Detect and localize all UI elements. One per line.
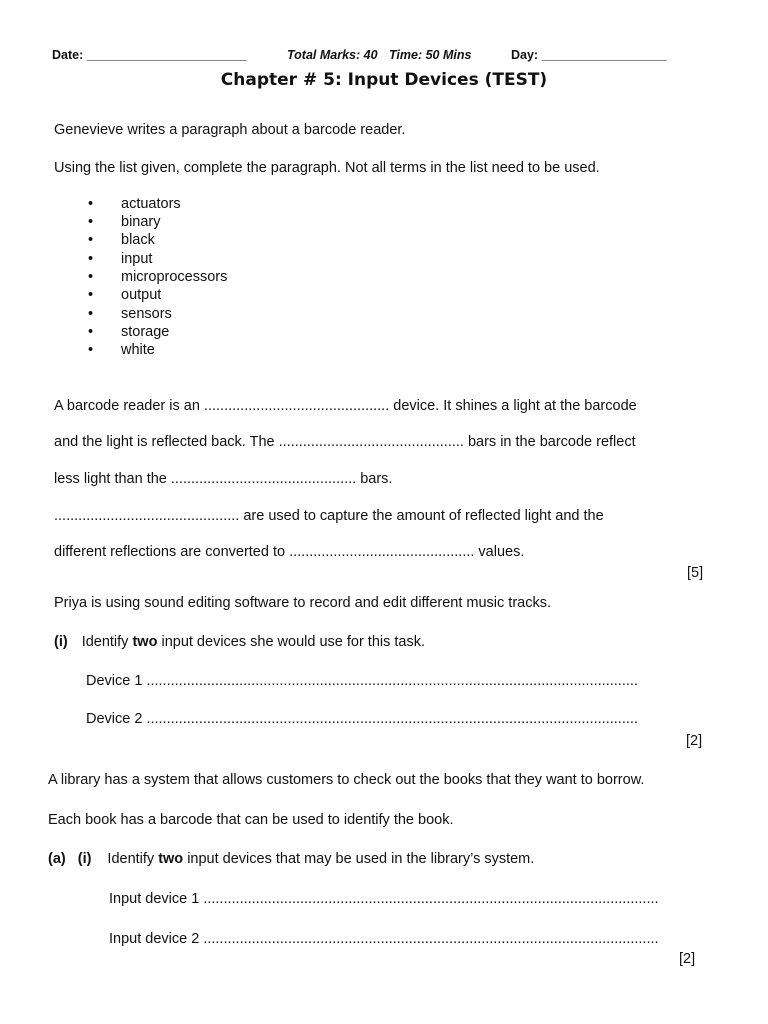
list-item: • actuators [88,196,181,212]
q1-marks: [5] [687,565,704,581]
input-device-1-answer-line: Input device 1 ................................................................................................................. [109,891,659,907]
list-item: • sensors [88,306,172,322]
q3-marks: [2] [679,951,696,967]
page-title: Chapter # 5: Input Devices (TEST) [220,70,548,90]
q1-paragraph-line: A barcode reader is an .............................................. device. It shines a light at the barcode [54,398,637,414]
q1-paragraph-line: and the light is reflected back. The .............................................. bars in the barcode reflect [54,434,636,450]
q3-intro: A library has a system that allows customers to check out the books that they want to borrow. [48,772,645,788]
list-item: • microprocessors [88,269,228,285]
list-item: • output [88,287,162,303]
q2-question: (i) Identify two input devices she would use for this task. [54,634,426,650]
q1-paragraph-line: .............................................. are used to capture the amount of reflected light and the [54,508,604,524]
day-field: Day: __________________ [511,48,667,62]
q1-paragraph-line: less light than the .............................................. bars. [54,471,393,487]
date-field: Date: _______________________ [52,48,247,62]
q2-marks: [2] [686,733,703,749]
list-item: • binary [88,214,161,230]
input-device-2-answer-line: Input device 2 ................................................................................................................. [109,931,659,947]
device-1-answer-line: Device 1 .......................................................................................................................... [86,673,638,689]
q1-instruction: Using the list given, complete the paragraph. Not all terms in the list need to be used. [54,160,600,176]
q1-intro: Genevieve writes a paragraph about a barcode reader. [54,122,406,138]
q1-paragraph-line: different reflections are converted to .............................................. values. [54,544,525,560]
q3-intro-2: Each book has a barcode that can be used to identify the book. [48,812,454,828]
total-marks: Total Marks: 40 [287,48,378,62]
q2-intro: Priya is using sound editing software to record and edit different music tracks. [54,595,552,611]
list-item: • black [88,232,155,248]
q3-question: (a) (i) Identify two input devices that may be used in the library’s system. [48,851,535,867]
time-limit: Time: 50 Mins [389,48,472,62]
device-2-answer-line: Device 2 .......................................................................................................................... [86,711,638,727]
list-item: • input [88,251,153,267]
list-item: • storage [88,324,170,340]
list-item: • white [88,342,155,358]
